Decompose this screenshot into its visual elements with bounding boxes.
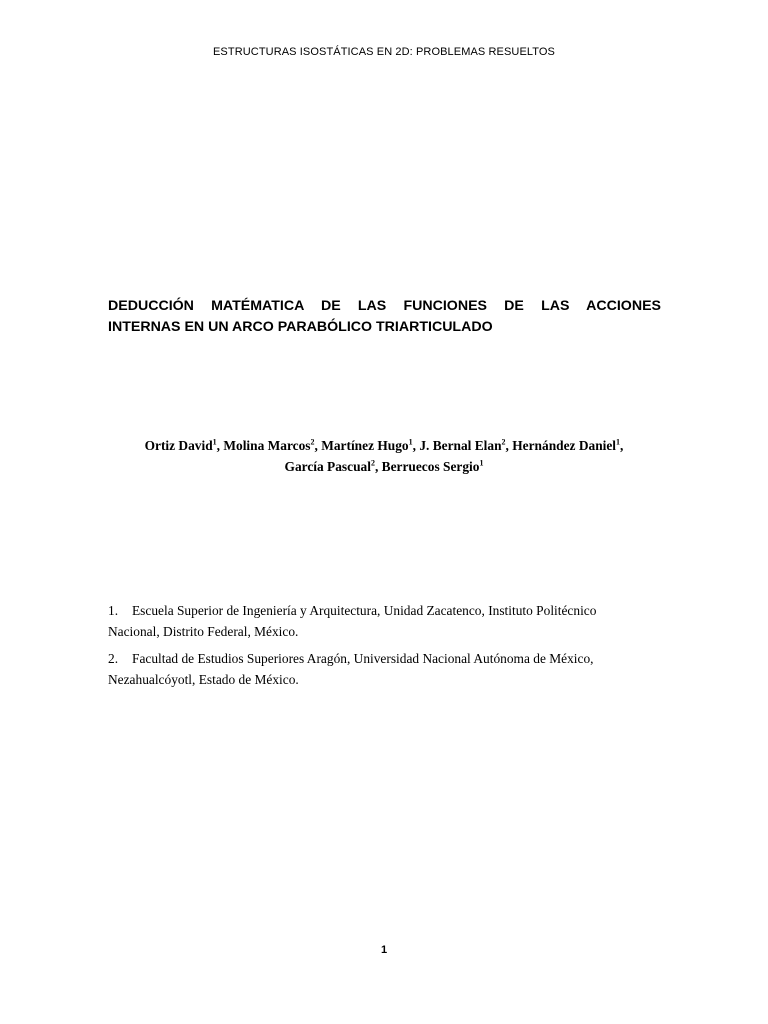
author [321, 438, 419, 453]
affiliation-text: Facultad de Estudios Superiores Aragón, Universidad Nacional Autónoma de México, [132, 651, 594, 666]
author-name: Martínez Hugo [321, 438, 409, 453]
author-list-line-1 [100, 435, 668, 456]
affiliation-item [108, 600, 661, 642]
author [382, 459, 484, 474]
author-separator: , [314, 438, 322, 453]
author-affiliation-mark: 2 [370, 458, 375, 468]
author-separator: , [412, 438, 420, 453]
page-number: 1 [380, 944, 388, 956]
affiliation-line-1 [108, 600, 661, 621]
author-name: J. Bernal Elan [419, 438, 502, 453]
affiliation-item [108, 648, 661, 690]
paper-title [108, 296, 661, 338]
author [419, 438, 512, 453]
author-name: Molina Marcos [223, 438, 311, 453]
author-affiliation-mark: 1 [212, 437, 217, 447]
author [145, 438, 224, 453]
author [512, 438, 623, 453]
author-affiliation-mark: 1 [408, 437, 413, 447]
affiliation-text: Escuela Superior de Ingeniería y Arquitectura, Unidad Zacatenco, Instituto Politécnico [132, 603, 597, 618]
paper-title-line-2: INTERNAS EN UN ARCO PARABÓLICO TRIARTICULADO [108, 319, 493, 335]
author-separator: , [505, 438, 513, 453]
author-affiliation-mark: 1 [479, 458, 484, 468]
affiliation-number: 2. [108, 651, 119, 666]
author-list [100, 435, 668, 477]
affiliation-line-2: Nezahualcóyotl, Estado de México. [108, 672, 299, 687]
paper-title-line-1: DEDUCCIÓN MATÉMATICA DE LAS FUNCIONES DE LAS ACCIONES [108, 298, 661, 314]
affiliation-line-2: Nacional, Distrito Federal, México. [108, 624, 299, 639]
author-name: Berruecos Sergio [381, 459, 480, 474]
author-affiliation-mark: 2 [501, 437, 506, 447]
author [223, 438, 321, 453]
affiliation-number: 1. [108, 603, 119, 618]
author-separator: , [216, 438, 224, 453]
author-separator: , [374, 459, 382, 474]
running-header: ESTRUCTURAS ISOSTÁTICAS EN 2D: PROBLEMAS RESUELTOS [213, 46, 555, 58]
author [285, 459, 382, 474]
author-name: García Pascual [284, 459, 371, 474]
author-affiliation-mark: 2 [310, 437, 315, 447]
affiliation-list [108, 600, 661, 696]
author-name: Hernández Daniel [512, 438, 617, 453]
author-affiliation-mark: 1 [616, 437, 621, 447]
author-list-line-2 [100, 456, 668, 477]
author-separator: , [620, 438, 624, 453]
affiliation-line-1 [108, 648, 661, 669]
author-name: Ortiz David [144, 438, 213, 453]
